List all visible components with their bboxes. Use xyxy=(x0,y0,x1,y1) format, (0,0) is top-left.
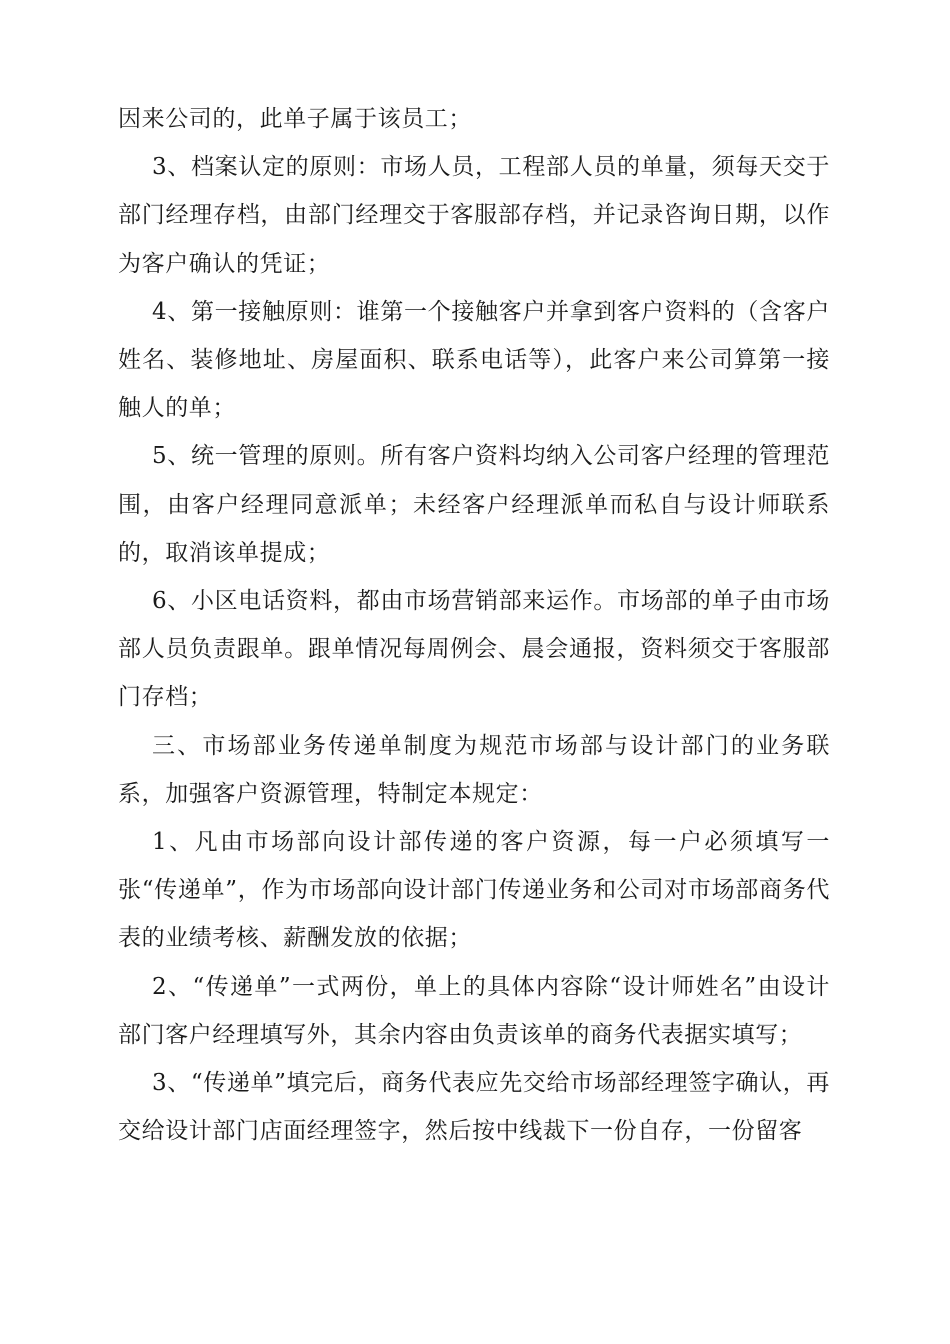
paragraph-unified-management-principle: 5、统一管理的原则。所有客户资料均纳入公司客户经理的管理范围，由客户经理同意派单；未经客户经理派单而私自与设计师联系的，取消该单提成； xyxy=(118,443,830,566)
paragraph-first-contact-principle: 4、第一接触原则：谁第一个接触客户并拿到客户资料的（含客户姓名、装修地址、房屋面积、联系电话等），此客户来公司算第一接触人的单； xyxy=(118,298,830,422)
paragraph-section-three-heading: 三、市场部业务传递单制度为规范市场部与设计部门的业务联系，加强客户资源管理，特制定本规定： xyxy=(118,732,830,807)
paragraph-transfer-form-rule-1: 1、凡由市场部向设计部传递的客户资源，每一户必须填写一张“传递单”，作为市场部向设计部门传递业务和公司对市场部商务代表的业绩考核、薪酬发放的依据； xyxy=(118,829,830,952)
paragraph-continuation: 因来公司的，此单子属于该员工； xyxy=(118,106,472,132)
document-page xyxy=(118,95,830,1155)
paragraph-community-phone-data: 6、小区电话资料，都由市场营销部来运作。市场部的单子由市场部人员负责跟单。跟单情况每周例会、晨会通报，资料须交于客服部门存档； xyxy=(118,588,830,711)
paragraph-transfer-form-rule-2: 2、“传递单”一式两份，单上的具体内容除“设计师姓名”由设计部门客户经理填写外，其余内容由负责该单的商务代表据实填写； xyxy=(118,973,830,1048)
paragraph-archive-principle: 3、档案认定的原则：市场人员，工程部人员的单量，须每天交于部门经理存档，由部门经理交于客服部存档，并记录咨询日期，以作为客户确认的凭证； xyxy=(118,154,830,277)
paragraph-transfer-form-rule-3: 3、“传递单”填完后，商务代表应先交给市场部经理签字确认，再交给设计部门店面经理签字，然后按中线裁下一份自存，一份留客 xyxy=(118,1070,830,1145)
